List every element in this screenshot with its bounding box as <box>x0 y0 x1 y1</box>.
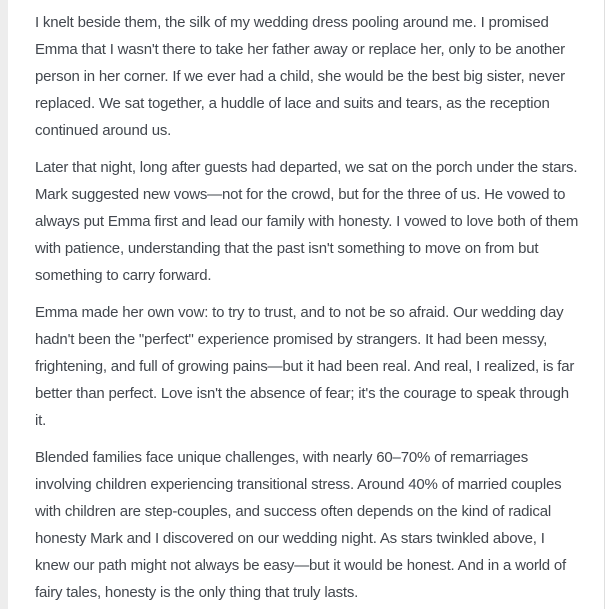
page-background-gutter <box>0 0 8 609</box>
article-text-column <box>35 9 581 616</box>
article-paragraph: Later that night, long after guests had departed, we sat on the porch under the stars. Mark suggested new vows—not for the crowd, but for the three of us. He vowed to always put Emma first and lead our family with honesty. I vowed to love both of them with patience, understanding that the past isn't something to move on from but something to carry forward. <box>35 159 579 284</box>
content-right-border <box>604 0 605 609</box>
article-paragraph: Emma made her own vow: to try to trust, and to not be so afraid. Our wedding day hadn't been the "perfect" experience promised by strangers. It had been messy, frightening, and full of growing pains—but it had been real. And real, I realized, is far better than perfect. Love isn't the absence of fear; it's the courage to speak through it. <box>35 304 575 429</box>
article-paragraph: Blended families face unique challenges, with nearly 60–70% of remarriages involving children experiencing transitional stress. Around 40% of married couples with children are step-couples, and success often depends on the kind of radical honesty Mark and I discovered on our wedding night. As stars twinkled above, I knew our path might not always be easy—but it would be honest. And in a world of fairy tales, honesty is the only thing that truly lasts. <box>35 449 566 601</box>
article-paragraph: I knelt beside them, the silk of my wedding dress pooling around me. I promised Emma that I wasn't there to take her father away or replace her, only to be another person in her corner. If we ever had a child, she would be the best big sister, never replaced. We sat together, a huddle of lace and suits and tears, as the reception continued around us. <box>35 14 565 139</box>
